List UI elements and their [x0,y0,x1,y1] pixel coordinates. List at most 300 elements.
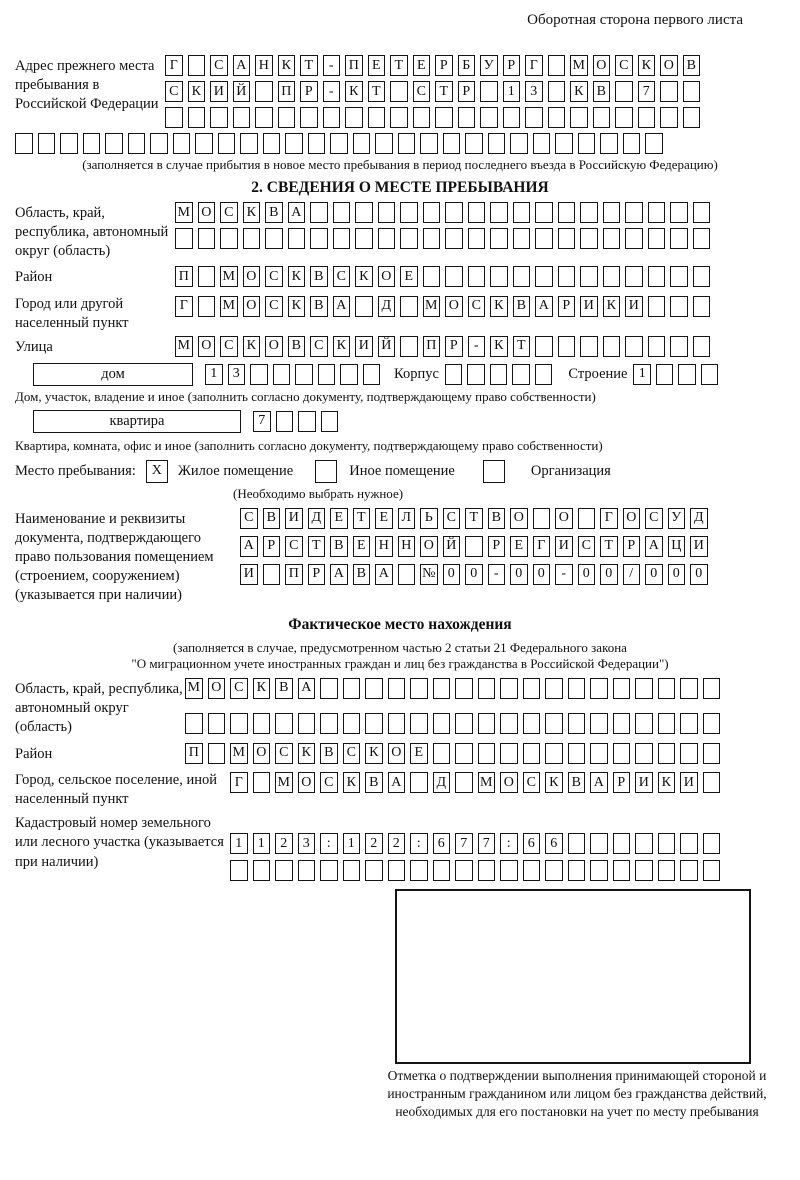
form-cell[interactable]: В [365,772,383,793]
form-cell[interactable] [545,713,563,734]
form-cell[interactable] [398,564,416,585]
form-cell[interactable] [423,228,441,249]
form-cell[interactable] [635,833,653,854]
form-cell[interactable] [480,81,498,102]
form-cell[interactable] [478,713,496,734]
form-cell[interactable] [500,678,518,699]
form-cell[interactable] [198,228,216,249]
form-cell[interactable] [523,860,541,881]
form-cell[interactable] [648,266,666,287]
form-cell[interactable] [375,133,393,154]
form-cell[interactable] [333,202,351,223]
form-cell[interactable]: Т [600,536,618,557]
form-cell[interactable] [613,833,631,854]
organization-checkbox[interactable] [483,460,505,483]
form-cell[interactable] [38,133,56,154]
form-cell[interactable] [568,713,586,734]
form-cell[interactable] [603,266,621,287]
form-cell[interactable]: Л [398,508,416,529]
form-cell[interactable]: М [220,266,238,287]
form-cell[interactable] [590,860,608,881]
form-cell[interactable]: О [555,508,573,529]
form-cell[interactable] [603,336,621,357]
form-cell[interactable] [693,336,711,357]
form-cell[interactable] [701,364,719,385]
form-cell[interactable] [150,133,168,154]
form-cell[interactable]: : [500,833,518,854]
form-cell[interactable]: 1 [230,833,248,854]
form-cell[interactable]: О [660,55,678,76]
form-cell[interactable] [318,364,336,385]
form-cell[interactable]: М [175,202,193,223]
form-cell[interactable] [703,860,721,881]
form-cell[interactable] [533,508,551,529]
form-cell[interactable]: О [243,296,261,317]
form-cell[interactable] [445,202,463,223]
form-cell[interactable] [578,508,596,529]
form-cell[interactable]: О [420,536,438,557]
form-cell[interactable] [410,860,428,881]
form-cell[interactable]: С [240,508,258,529]
form-cell[interactable]: С [523,772,541,793]
form-cell[interactable] [353,133,371,154]
form-cell[interactable] [625,228,643,249]
form-cell[interactable] [233,107,251,128]
form-cell[interactable] [635,678,653,699]
form-cell[interactable] [580,202,598,223]
form-cell[interactable]: О [243,266,261,287]
form-cell[interactable]: Б [458,55,476,76]
form-cell[interactable] [455,743,473,764]
form-cell[interactable]: 0 [600,564,618,585]
prev-address-row-3[interactable] [165,107,700,128]
form-cell[interactable] [288,228,306,249]
form-cell[interactable]: К [243,336,261,357]
form-cell[interactable] [670,202,688,223]
form-cell[interactable]: Е [510,536,528,557]
form-cell[interactable]: В [513,296,531,317]
form-cell[interactable]: И [240,564,258,585]
form-cell[interactable]: В [265,202,283,223]
form-cell[interactable] [243,228,261,249]
form-cell[interactable] [703,678,721,699]
form-cell[interactable] [670,336,688,357]
form-cell[interactable]: Г [175,296,193,317]
form-cell[interactable] [310,228,328,249]
form-cell[interactable]: С [275,743,293,764]
form-cell[interactable] [185,713,203,734]
form-cell[interactable] [683,107,701,128]
form-cell[interactable] [603,202,621,223]
form-cell[interactable]: Р [613,772,631,793]
form-cell[interactable] [410,678,428,699]
form-cell[interactable] [188,55,206,76]
form-cell[interactable]: К [278,55,296,76]
form-cell[interactable] [455,678,473,699]
form-cell[interactable] [548,81,566,102]
form-cell[interactable]: Д [378,296,396,317]
form-cell[interactable] [613,678,631,699]
form-cell[interactable] [523,743,541,764]
form-cell[interactable]: 6 [523,833,541,854]
form-cell[interactable]: В [330,536,348,557]
stay-region-row-1[interactable] [175,202,710,223]
form-cell[interactable]: 1 [633,364,651,385]
form-cell[interactable]: - [323,55,341,76]
form-cell[interactable]: С [413,81,431,102]
form-cell[interactable]: К [288,296,306,317]
form-cell[interactable]: Н [375,536,393,557]
form-cell[interactable]: С [285,536,303,557]
form-cell[interactable] [658,860,676,881]
form-cell[interactable]: - [468,336,486,357]
form-cell[interactable]: О [198,336,216,357]
form-cell[interactable] [512,364,530,385]
form-cell[interactable]: К [333,336,351,357]
form-cell[interactable] [390,107,408,128]
form-cell[interactable] [378,202,396,223]
form-cell[interactable] [400,228,418,249]
form-cell[interactable] [490,202,508,223]
form-cell[interactable] [658,743,676,764]
form-cell[interactable] [435,107,453,128]
form-cell[interactable]: 2 [275,833,293,854]
form-cell[interactable]: Р [503,55,521,76]
form-cell[interactable] [273,364,291,385]
form-cell[interactable]: Т [308,536,326,557]
form-cell[interactable]: У [668,508,686,529]
form-cell[interactable]: С [578,536,596,557]
form-cell[interactable] [548,55,566,76]
form-cell[interactable]: О [445,296,463,317]
form-cell[interactable] [593,107,611,128]
document-row-3[interactable] [240,564,708,585]
form-cell[interactable]: Н [255,55,273,76]
form-cell[interactable]: У [480,55,498,76]
form-cell[interactable]: Й [233,81,251,102]
form-cell[interactable]: О [198,202,216,223]
form-cell[interactable] [365,860,383,881]
form-cell[interactable] [455,772,473,793]
form-cell[interactable] [443,133,461,154]
form-cell[interactable]: 0 [690,564,708,585]
form-cell[interactable]: П [175,266,193,287]
form-cell[interactable] [263,133,281,154]
document-row-1[interactable] [240,508,708,529]
actual-region-row-1[interactable] [185,678,720,699]
form-cell[interactable] [378,228,396,249]
form-cell[interactable]: В [568,772,586,793]
form-cell[interactable] [298,713,316,734]
form-cell[interactable] [458,107,476,128]
form-cell[interactable]: Д [433,772,451,793]
document-row-2[interactable] [240,536,708,557]
form-cell[interactable]: Р [558,296,576,317]
form-cell[interactable]: Т [465,508,483,529]
form-cell[interactable] [343,860,361,881]
form-cell[interactable] [703,833,721,854]
form-cell[interactable] [265,228,283,249]
form-cell[interactable] [480,107,498,128]
form-cell[interactable] [580,228,598,249]
form-cell[interactable]: М [275,772,293,793]
form-cell[interactable]: Й [443,536,461,557]
form-cell[interactable] [355,296,373,317]
form-cell[interactable] [298,860,316,881]
form-cell[interactable]: О [500,772,518,793]
form-cell[interactable] [693,296,711,317]
form-cell[interactable] [600,133,618,154]
form-cell[interactable]: К [345,81,363,102]
form-cell[interactable] [343,713,361,734]
actual-city-row[interactable] [230,772,720,793]
form-cell[interactable] [310,202,328,223]
form-cell[interactable] [388,713,406,734]
form-cell[interactable] [660,81,678,102]
form-cell[interactable]: 3 [298,833,316,854]
form-cell[interactable]: И [555,536,573,557]
form-cell[interactable] [208,713,226,734]
form-cell[interactable] [218,133,236,154]
form-cell[interactable] [625,266,643,287]
form-cell[interactable] [570,107,588,128]
form-cell[interactable] [365,713,383,734]
form-cell[interactable] [693,266,711,287]
form-cell[interactable] [656,364,674,385]
form-cell[interactable] [413,107,431,128]
prev-address-row-2[interactable] [165,81,700,102]
form-cell[interactable]: Е [368,55,386,76]
form-cell[interactable]: Г [525,55,543,76]
form-cell[interactable] [423,202,441,223]
form-cell[interactable]: 0 [510,564,528,585]
form-cell[interactable] [320,678,338,699]
form-cell[interactable] [645,133,663,154]
form-cell[interactable]: О [593,55,611,76]
form-cell[interactable]: С [210,55,228,76]
form-cell[interactable] [478,678,496,699]
house-number-cells[interactable] [205,364,380,385]
form-cell[interactable] [420,133,438,154]
form-cell[interactable]: Е [400,266,418,287]
form-cell[interactable] [400,296,418,317]
form-cell[interactable]: М [220,296,238,317]
form-cell[interactable]: К [253,678,271,699]
form-cell[interactable] [680,860,698,881]
form-cell[interactable] [615,107,633,128]
form-cell[interactable] [658,713,676,734]
form-cell[interactable] [398,133,416,154]
form-cell[interactable] [253,713,271,734]
form-cell[interactable]: С [615,55,633,76]
residential-checkbox[interactable]: X [146,460,168,483]
form-cell[interactable] [253,772,271,793]
form-cell[interactable] [320,713,338,734]
form-cell[interactable] [703,743,721,764]
korpus-cells[interactable] [445,364,553,385]
form-cell[interactable] [250,364,268,385]
form-cell[interactable]: 1 [205,364,223,385]
form-cell[interactable]: В [310,266,328,287]
form-cell[interactable] [535,336,553,357]
form-cell[interactable] [535,202,553,223]
form-cell[interactable] [615,81,633,102]
form-cell[interactable] [488,133,506,154]
form-cell[interactable]: К [355,266,373,287]
stay-region-row-2[interactable] [175,228,710,249]
form-cell[interactable] [678,364,696,385]
form-cell[interactable] [298,411,316,432]
form-cell[interactable]: 1 [343,833,361,854]
form-cell[interactable]: С [645,508,663,529]
form-cell[interactable] [263,564,281,585]
form-cell[interactable] [623,133,641,154]
form-cell[interactable] [210,107,228,128]
form-cell[interactable]: Г [230,772,248,793]
form-cell[interactable] [455,860,473,881]
prev-address-overflow-row[interactable] [15,133,785,154]
form-cell[interactable] [410,713,428,734]
form-cell[interactable]: / [623,564,641,585]
form-cell[interactable]: П [345,55,363,76]
form-cell[interactable] [340,364,358,385]
form-cell[interactable] [660,107,678,128]
form-cell[interactable]: Т [513,336,531,357]
form-cell[interactable]: С [320,772,338,793]
form-cell[interactable]: В [320,743,338,764]
form-cell[interactable]: О [510,508,528,529]
form-cell[interactable]: 3 [228,364,246,385]
prev-address-row-1[interactable] [165,55,700,76]
form-cell[interactable]: К [365,743,383,764]
form-cell[interactable] [468,202,486,223]
form-cell[interactable] [648,296,666,317]
form-cell[interactable]: Р [435,55,453,76]
form-cell[interactable] [255,107,273,128]
form-cell[interactable]: И [580,296,598,317]
form-cell[interactable] [558,266,576,287]
form-cell[interactable]: К [298,743,316,764]
form-cell[interactable]: Й [378,336,396,357]
form-cell[interactable]: 1 [503,81,521,102]
form-cell[interactable]: Т [368,81,386,102]
form-cell[interactable]: А [233,55,251,76]
form-cell[interactable]: А [590,772,608,793]
form-cell[interactable]: 7 [478,833,496,854]
form-cell[interactable] [535,228,553,249]
stay-city-row[interactable] [175,296,710,317]
form-cell[interactable] [478,860,496,881]
form-cell[interactable] [220,228,238,249]
form-cell[interactable] [355,202,373,223]
form-cell[interactable]: К [658,772,676,793]
form-cell[interactable]: К [603,296,621,317]
form-cell[interactable]: Р [300,81,318,102]
form-cell[interactable]: М [230,743,248,764]
form-cell[interactable] [198,296,216,317]
form-cell[interactable] [230,713,248,734]
form-cell[interactable]: А [388,772,406,793]
stroenie-cells[interactable] [633,364,718,385]
form-cell[interactable] [195,133,213,154]
form-cell[interactable]: С [343,743,361,764]
form-cell[interactable] [613,743,631,764]
form-cell[interactable]: 2 [365,833,383,854]
form-cell[interactable]: К [490,296,508,317]
form-cell[interactable]: - [323,81,341,102]
form-cell[interactable] [445,266,463,287]
form-cell[interactable]: 0 [465,564,483,585]
form-cell[interactable] [558,202,576,223]
cadastral-row-1[interactable] [230,833,720,854]
form-cell[interactable] [693,228,711,249]
form-cell[interactable]: Р [263,536,281,557]
other-premises-checkbox[interactable] [315,460,337,483]
form-cell[interactable]: М [185,678,203,699]
form-cell[interactable]: Р [623,536,641,557]
form-cell[interactable] [510,133,528,154]
form-cell[interactable]: К [243,202,261,223]
form-cell[interactable] [635,713,653,734]
form-cell[interactable]: И [680,772,698,793]
form-cell[interactable]: К [570,81,588,102]
form-cell[interactable] [555,133,573,154]
form-cell[interactable]: А [375,564,393,585]
form-cell[interactable] [568,833,586,854]
form-cell[interactable]: Р [488,536,506,557]
form-cell[interactable] [128,133,146,154]
form-cell[interactable]: А [330,564,348,585]
form-cell[interactable] [683,81,701,102]
form-cell[interactable]: 0 [578,564,596,585]
form-cell[interactable]: И [625,296,643,317]
form-cell[interactable] [535,266,553,287]
form-cell[interactable]: И [285,508,303,529]
form-cell[interactable] [423,266,441,287]
form-cell[interactable]: П [285,564,303,585]
form-cell[interactable] [558,228,576,249]
form-cell[interactable] [255,81,273,102]
form-cell[interactable]: К [343,772,361,793]
form-cell[interactable]: А [645,536,663,557]
form-cell[interactable] [580,266,598,287]
form-cell[interactable]: С [220,202,238,223]
form-cell[interactable]: 2 [388,833,406,854]
form-cell[interactable] [648,228,666,249]
form-cell[interactable]: И [635,772,653,793]
form-cell[interactable]: О [265,336,283,357]
form-cell[interactable] [230,860,248,881]
form-cell[interactable]: К [490,336,508,357]
form-cell[interactable] [648,202,666,223]
form-cell[interactable] [670,296,688,317]
form-cell[interactable]: П [423,336,441,357]
form-cell[interactable] [345,107,363,128]
form-cell[interactable] [533,133,551,154]
form-cell[interactable] [680,743,698,764]
form-cell[interactable] [465,536,483,557]
actual-region-row-2[interactable] [185,713,720,734]
form-cell[interactable] [323,107,341,128]
form-cell[interactable] [400,336,418,357]
form-cell[interactable] [355,228,373,249]
form-cell[interactable]: Т [353,508,371,529]
form-cell[interactable] [680,833,698,854]
form-cell[interactable] [275,713,293,734]
form-cell[interactable]: А [333,296,351,317]
stay-street-row[interactable] [175,336,710,357]
form-cell[interactable] [490,364,508,385]
